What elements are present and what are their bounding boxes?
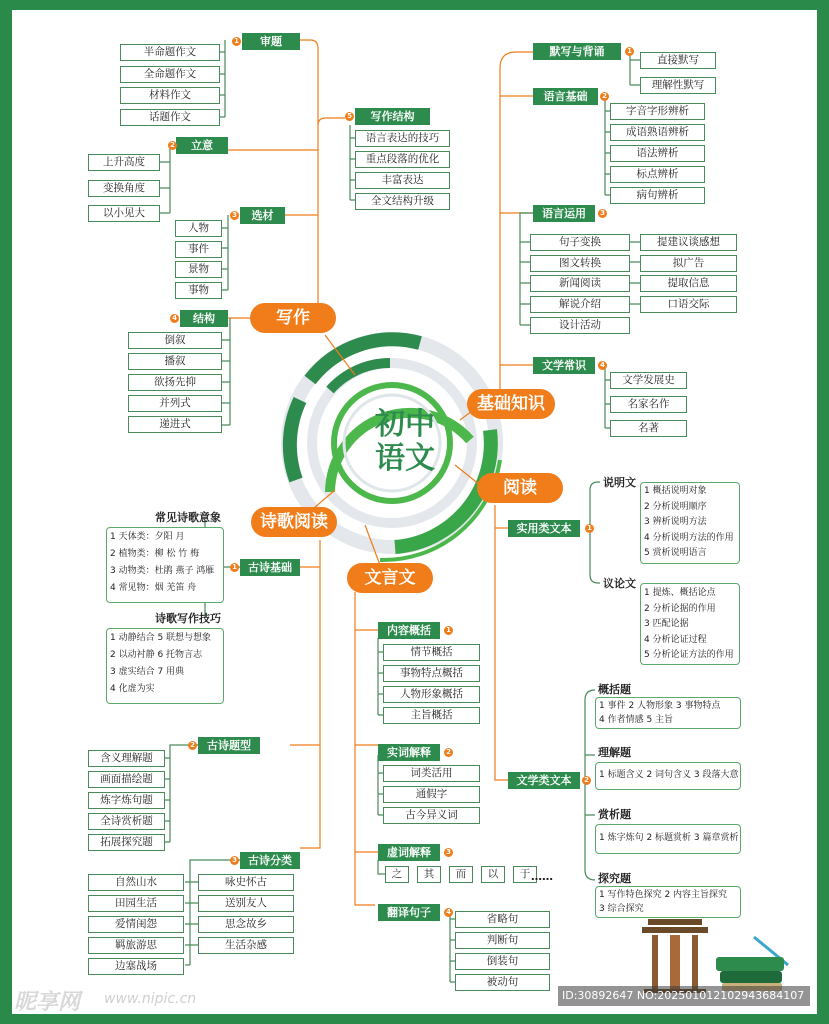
topic-item: 之 (385, 866, 409, 883)
topic-item: 提建议谈感想 (640, 234, 737, 251)
list-line: 2 植物类：柳 松 竹 梅 (110, 549, 200, 559)
topic-item: 设计活动 (530, 317, 630, 334)
topic-heading: 古诗题型 (198, 737, 260, 754)
topic-item: 丰富表达 (355, 172, 450, 189)
topic-item: 拟广告 (640, 255, 737, 272)
topic-item: 主旨概括 (383, 707, 480, 724)
topic-item: 通假字 (383, 786, 480, 803)
number-badge: 2 (444, 748, 453, 757)
number-badge: 5 (345, 112, 354, 121)
center-title (365, 408, 445, 476)
ring-arc-dark-2 (290, 400, 300, 480)
topic-item: 名著 (610, 420, 687, 437)
topic-heading: 古诗分类 (240, 852, 300, 869)
number-badge: 4 (598, 361, 607, 370)
topic-item: 上升高度 (88, 154, 160, 171)
list-line: 5 分析论证方法的作用 (644, 650, 734, 661)
list-line: 1 提炼、概括论点 (644, 588, 716, 598)
topic-item: 判断句 (455, 932, 550, 949)
number-badge: 1 (625, 47, 634, 56)
number-badge: 3 (230, 211, 239, 220)
topic-item: 名家名作 (610, 396, 687, 413)
number-badge: 1 (232, 37, 241, 46)
watermark-url: www.nipic.cn (104, 991, 197, 1007)
topic-item: 词类活用 (383, 765, 480, 782)
topic-item: 事物特点概括 (383, 665, 480, 682)
topic-heading: 立意 (176, 137, 228, 154)
topic-heading: 审题 (242, 33, 300, 50)
topic-item: 含义理解题 (88, 750, 165, 767)
list-line: 3 匹配论据 (644, 619, 689, 630)
list-line: 1 写作特色探究 2 内容主旨探究 (599, 890, 728, 900)
topic-item: 其 (417, 866, 441, 883)
topic-item: 理解性默写 (640, 77, 716, 94)
list-line: 1 标题含义 2 词句含义 3 段落大意 (599, 770, 739, 780)
arch-illustration (640, 915, 710, 995)
topic-item: 图文转换 (530, 255, 630, 272)
topic-heading: 默写与背诵 (533, 43, 621, 60)
topic-item: 事物 (175, 282, 222, 299)
number-badge: 2 (188, 741, 197, 750)
subtopic-label: 赏析题 (598, 808, 631, 821)
topic-item: 送别友人 (198, 895, 294, 912)
number-badge: 4 (444, 908, 453, 917)
topic-item: 画面描绘题 (88, 771, 165, 788)
topic-item: 古今异义词 (383, 807, 480, 824)
topic-item: 人物 (175, 220, 222, 237)
subtopic-label: 探究题 (598, 872, 631, 885)
topic-heading: 翻译句子 (378, 904, 440, 921)
topic-heading: 写作结构 (355, 108, 430, 125)
topic-item: 口语交际 (640, 296, 737, 313)
topic-item: 爱情闺怨 (88, 916, 184, 933)
list-line: 2 以动衬静 6 托物言志 (110, 650, 203, 660)
topic-heading: 语言运用 (533, 205, 595, 222)
topic-heading: 文学类文本 (508, 772, 580, 789)
topic-heading: 选材 (240, 207, 285, 224)
topic-item: 句子变换 (530, 234, 630, 251)
number-badge: 1 (585, 524, 594, 533)
topic-item: 省略句 (455, 911, 550, 928)
topic-item: 倒叙 (128, 332, 222, 349)
subtopic-label: 概括题 (598, 683, 631, 696)
number-badge: 2 (582, 776, 591, 785)
topic-item: 欲扬先抑 (128, 374, 222, 391)
topic-item: 边塞战场 (88, 958, 184, 975)
subtopic-label: 常见诗歌意象 (155, 511, 221, 524)
topic-item: 提取信息 (640, 275, 737, 292)
list-line: 1 天体类：夕阳 月 (110, 532, 185, 542)
topic-item: 直接默写 (640, 52, 716, 69)
topic-heading: 实词解释 (378, 744, 440, 761)
list-line: 5 赏析说明语言 (644, 548, 707, 559)
list-line: 1 概括说明对象 (644, 486, 707, 496)
topic-item: 半命题作文 (120, 44, 220, 61)
topic-item: 全文结构升级 (355, 193, 450, 210)
topic-item: 语言表达的技巧 (355, 130, 450, 147)
list-line: 4 分析论证过程 (644, 634, 707, 645)
number-badge: 3 (230, 856, 239, 865)
topic-item: 语法辨析 (610, 145, 705, 162)
topic-heading: 古诗基础 (240, 559, 300, 576)
branch-poetry: 诗歌阅读 (251, 507, 337, 537)
branch-basics: 基础知识 (467, 389, 555, 419)
topic-item: 生活杂感 (198, 937, 294, 954)
branch-reading: 阅读 (477, 473, 563, 503)
list-line: 3 动物类：杜鹃 燕子 鸿雁 (110, 566, 215, 576)
topic-item: 变换角度 (88, 180, 160, 197)
number-badge: 1 (444, 626, 453, 635)
list-line: 3 虚实结合 7 用典 (110, 667, 185, 677)
topic-item: 病句辨析 (610, 187, 705, 204)
topic-item: 全诗赏析题 (88, 813, 165, 830)
topic-heading: 内容概括 (378, 622, 440, 639)
list-line: 4 作者情感 5 主旨 (599, 715, 674, 725)
list-line: 1 动静结合 5 联想与想象 (110, 633, 212, 643)
topic-item: 炼字炼句题 (88, 792, 165, 809)
topic-item: 于 (513, 866, 537, 883)
number-badge: 3 (598, 209, 607, 218)
branch-classical: 文言文 (347, 563, 433, 593)
list-line: 1 炼字炼句 2 标题赏析 3 篇章赏析 (599, 833, 739, 843)
topic-heading: 实用类文本 (508, 520, 580, 537)
list-line: 3 综合探究 (599, 904, 644, 914)
list-line: 3 辨析说明方法 (644, 517, 707, 528)
topic-item: 播叙 (128, 353, 222, 370)
topic-item: 并列式 (128, 395, 222, 412)
topic-item: 情节概括 (383, 644, 480, 661)
topic-item: 景物 (175, 261, 222, 278)
topic-item: 标点辨析 (610, 166, 705, 183)
topic-item: 文学发展史 (610, 372, 687, 389)
topic-heading: 结构 (180, 310, 228, 327)
topic-item: 新闻阅读 (530, 275, 630, 292)
number-badge: 4 (170, 314, 179, 323)
topic-item: 倒装句 (455, 953, 550, 970)
topic-item: 思念故乡 (198, 916, 294, 933)
topic-item: 自然山水 (88, 874, 184, 891)
topic-heading: 语言基础 (533, 88, 598, 105)
topic-item: 被动句 (455, 974, 550, 991)
number-badge: 3 (444, 848, 453, 857)
topic-item: 拓展探究题 (88, 834, 165, 851)
topic-item: 咏史怀古 (198, 874, 294, 891)
ellipsis: …… (531, 870, 553, 883)
list-line: 4 分析说明方法的作用 (644, 532, 734, 543)
number-badge: 2 (600, 92, 609, 101)
topic-item: 以 (481, 866, 505, 883)
number-badge: 1 (230, 563, 239, 572)
list-line: 2 分析说明顺序 (644, 501, 707, 512)
watermark-id: ID:30892647 NO:20250101210294368410​7 (558, 986, 810, 1006)
topic-item: 解说介绍 (530, 296, 630, 313)
center-title-line1: 初中 (375, 407, 435, 442)
watermark-logo: 昵享网 (14, 990, 81, 1015)
topic-item: 以小见大 (88, 205, 160, 222)
topic-item: 重点段落的优化 (355, 151, 450, 168)
subtopic-label: 理解题 (598, 746, 631, 759)
list-line: 1 事件 2 人物形象 3 事物特点 (599, 701, 721, 711)
topic-item: 田园生活 (88, 895, 184, 912)
topic-item: 递进式 (128, 416, 222, 433)
branch-writing: 写作 (250, 303, 336, 333)
topic-item: 全命题作文 (120, 66, 220, 83)
topic-item: 材料作文 (120, 87, 220, 104)
center-title-line2: 语文 (375, 441, 435, 476)
topic-item: 而 (449, 866, 473, 883)
topic-item: 字音字形辨析 (610, 103, 705, 120)
topic-item: 成语熟语辨析 (610, 124, 705, 141)
topic-heading: 文学常识 (533, 357, 595, 374)
topic-item: 话题作文 (120, 109, 220, 126)
topic-heading: 虚词解释 (378, 844, 440, 861)
list-line: 2 分析论据的作用 (644, 603, 716, 614)
topic-item: 人物形象概括 (383, 686, 480, 703)
list-line: 4 化虚为实 (110, 684, 155, 694)
list-line: 4 常见物：烟 羌笛 舟 (110, 583, 197, 593)
topic-item: 事件 (175, 241, 222, 258)
topic-item: 羁旅游思 (88, 937, 184, 954)
subtopic-label: 说明文 (603, 476, 636, 489)
subtopic-label: 诗歌写作技巧 (155, 612, 221, 625)
subtopic-label: 议论文 (603, 577, 636, 590)
number-badge: 2 (168, 141, 177, 150)
